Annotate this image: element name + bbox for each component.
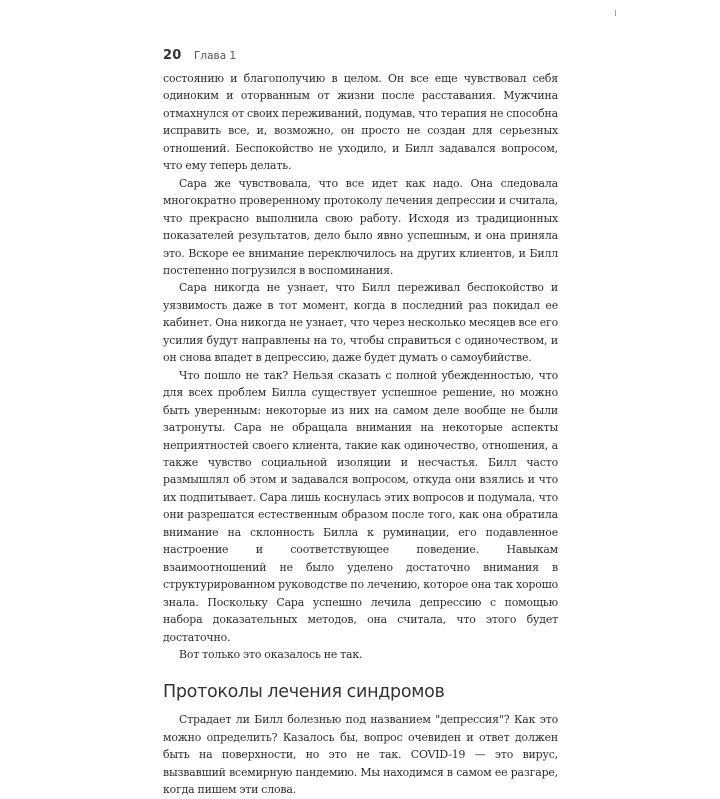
paragraph: Сара никогда не узнает, что Билл переживал беспокойство и уязвимость даже в тот момент, когда в последний раз покидал ее кабинет. Она никогда не узнает, что через несколько месяцев все его усилия будут направлены на то, чтобы справиться с одиночеством, и он снова впадет в депрессию, даже будет думать о самоубийстве. (163, 281, 558, 365)
paragraph: Сара же чувствовала, что все идет как надо. Она следовала многократно проверенному протоколу лечения депрессии и считала, что прекрасно выполнила свою работу. Исходя из традиционных показателей результатов, дело было явно успешным, и она приняла это. Вскоре ее внимание переключилось на других клиентов, и Билл постепенно погрузился в воспоминания. (163, 176, 558, 277)
body-text (163, 70, 558, 799)
running-head (163, 48, 558, 70)
scan-mark (615, 10, 616, 16)
paragraph: Вот только это оказалось не так. (179, 647, 363, 661)
chapter-label: Глава 1 (194, 50, 237, 62)
paragraph: состоянию и благополучию в целом. Он все еще чувствовал себя одиноким и оторванным от жизни после расставания. Мужчина отмахнулся от своих переживаний, подумав, что терапия не способна исправить все, и, возможно, он просто не создан для серьезных отношений. Беспокойство не уходило, и Билл задавался вопросом, что ему теперь делать. (163, 72, 558, 173)
paragraph: Что пошло не так? Нельзя сказать с полной убежденностью, что для всех проблем Билла существует успешное решение, но можно быть уверенным: некоторые из них на самом деле вообще не были затронуты. Сара не обращала внимания на некоторые аспекты неприятностей своего клиента, такие как одиночество, отношения, а также чувство социальной изоляции и несчастья. Билл часто размышлял об этом и задавался вопросом, откуда они взялись и что их подпитывает. Сара лишь коснулась этих вопросов и подумала, что они разрешатся естественным образом после того, как она обратила внимание на склонность Билла к руминации, его подавленное настроение и соответствующее поведение. Навыкам взаимоотношений не было уделено достаточно внимания в структурированном руководстве по лечению, которое она так хорошо знала. Поскольку Сара успешно лечила депрессию с помощью набора доказательных методов, она считала, что этого будет достаточно. (163, 368, 558, 644)
paragraph: Страдает ли Билл болезнью под названием "депрессия"? Как это можно определить? Казалось бы, вопрос очевиден и ответ должен быть на поверхности, но это не так. COVID-19 — это вирус, вызвавший всемирную пандемию. Мы находимся в самом ее разгаре, когда пишем эти слова. (163, 713, 558, 797)
section-heading: Протоколы лечения синдромов (163, 682, 445, 703)
book-page (163, 48, 558, 799)
page-number: 20 (163, 48, 182, 63)
